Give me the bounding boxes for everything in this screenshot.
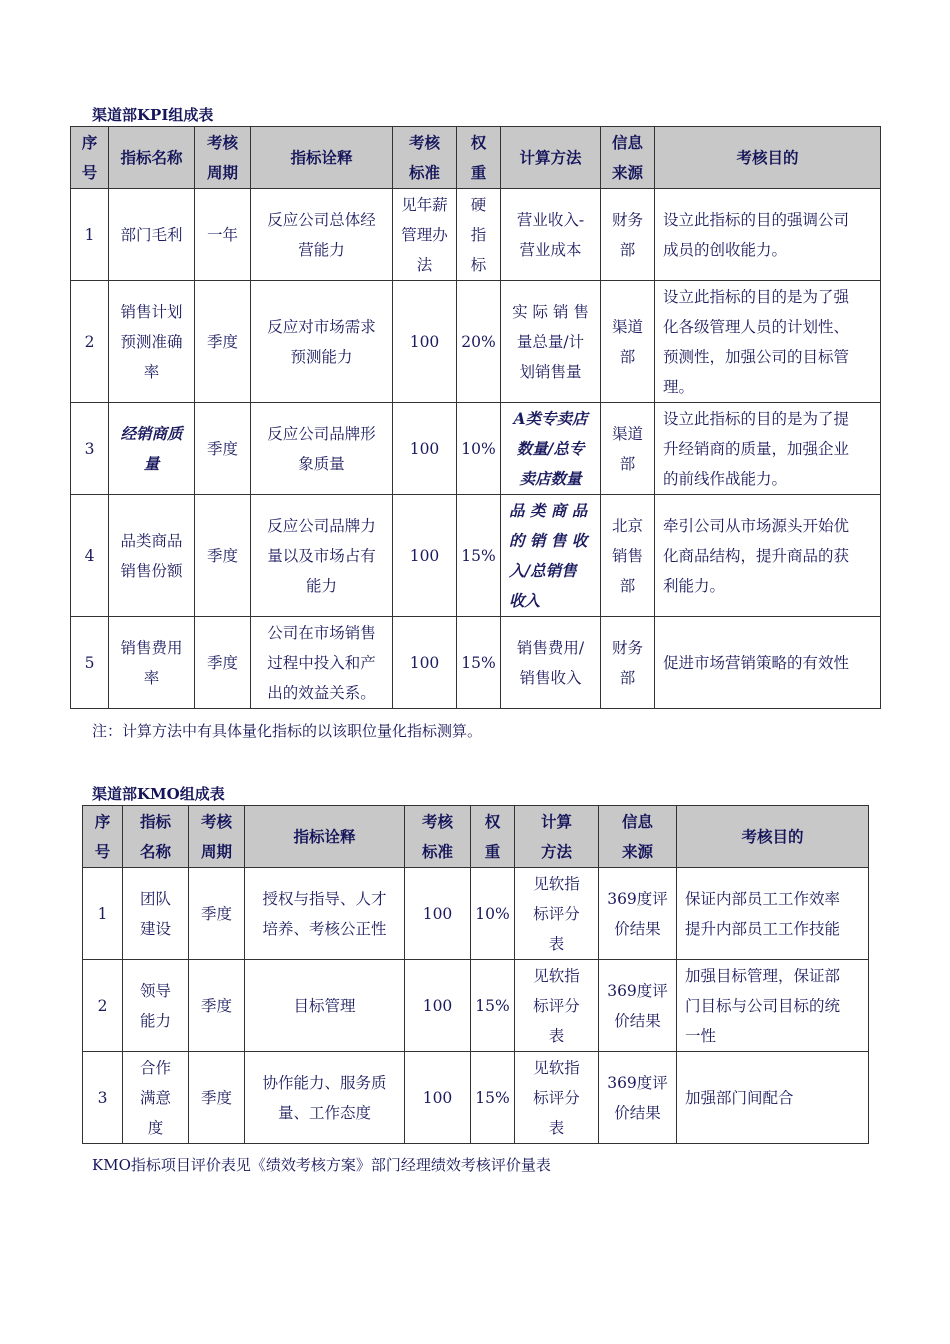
cell-purpose: 保证内部员工工作效率 提升内部员工工作技能 [677,868,869,960]
cell-period: 季度 [195,617,251,709]
kpi-header-method: 计算方法 [501,127,601,189]
kmo-table-caption: 渠道部KMO组成表 [92,785,225,803]
cell-source: 财务 部 [601,617,655,709]
cell-method: 营业收入- 营业成本 [501,189,601,281]
kmo-header-name: 指标 名称 [123,806,189,868]
cell-period: 季度 [195,403,251,495]
cell-method: A类专卖店 数量/总专 卖店数量 [501,403,601,495]
cell-method: 见软指 标评分 表 [515,868,599,960]
kpi-header-description: 指标诠释 [251,127,393,189]
cell-method: 实 际 销 售 量总量/计 划销售量 [501,281,601,403]
kmo-header-seq: 序 号 [83,806,123,868]
cell-method: 见软指 标评分 表 [515,1052,599,1144]
cell-name: 团队 建设 [123,868,189,960]
kmo-note: KMO指标项目评价表见《绩效考核方案》部门经理绩效考核评价量表 [92,1156,551,1174]
cell-weight: 10% [457,403,501,495]
cell-name: 销售费用 率 [109,617,195,709]
cell-period: 季度 [195,281,251,403]
cell-seq: 2 [71,281,109,403]
cell-standard: 100 [393,403,457,495]
cell-name: 领导 能力 [123,960,189,1052]
cell-description: 目标管理 [245,960,405,1052]
kmo-table [82,805,869,1144]
cell-standard: 100 [405,960,471,1052]
cell-weight: 10% [471,868,515,960]
cell-seq: 5 [71,617,109,709]
cell-name: 经销商质 量 [109,403,195,495]
cell-source: 369度评 价结果 [599,960,677,1052]
kmo-header-source: 信息 来源 [599,806,677,868]
cell-description: 反应公司总体经 营能力 [251,189,393,281]
kmo-header-weight: 权 重 [471,806,515,868]
cell-source: 渠道 部 [601,281,655,403]
kmo-header-period: 考核 周期 [189,806,245,868]
kpi-header-name: 指标名称 [109,127,195,189]
kmo-header-row [83,806,869,868]
cell-standard: 100 [405,868,471,960]
kmo-header-standard: 考核 标准 [405,806,471,868]
cell-source: 北京 销售 部 [601,495,655,617]
cell-weight: 15% [471,960,515,1052]
cell-seq: 4 [71,495,109,617]
table-row [71,189,881,281]
cell-source: 369度评 价结果 [599,868,677,960]
cell-purpose: 加强目标管理，保证部 门目标与公司目标的统 一性 [677,960,869,1052]
kmo-header-description: 指标诠释 [245,806,405,868]
cell-purpose: 促进市场营销策略的有效性 [655,617,881,709]
cell-name: 合作 满意 度 [123,1052,189,1144]
kpi-header-row [71,127,881,189]
cell-description: 授权与指导、人才 培养、考核公正性 [245,868,405,960]
cell-seq: 1 [83,868,123,960]
cell-seq: 1 [71,189,109,281]
cell-method: 见软指 标评分 表 [515,960,599,1052]
cell-seq: 3 [71,403,109,495]
cell-weight: 硬 指 标 [457,189,501,281]
kpi-header-purpose: 考核目的 [655,127,881,189]
cell-purpose: 设立此指标的目的强调公司 成员的创收能力。 [655,189,881,281]
kpi-header-standard: 考核 标准 [393,127,457,189]
cell-purpose: 设立此指标的目的是为了强 化各级管理人员的计划性、 预测性，加强公司的目标管 理。 [655,281,881,403]
cell-name: 品类商品 销售份额 [109,495,195,617]
cell-weight: 15% [457,617,501,709]
kmo-header-purpose: 考核目的 [677,806,869,868]
cell-period: 一年 [195,189,251,281]
cell-method: 销售费用/ 销售收入 [501,617,601,709]
table-row [83,1052,869,1144]
cell-seq: 3 [83,1052,123,1144]
cell-purpose: 牵引公司从市场源头开始优 化商品结构，提升商品的获 利能力。 [655,495,881,617]
table-row [71,403,881,495]
cell-weight: 15% [457,495,501,617]
cell-description: 反应公司品牌形 象质量 [251,403,393,495]
kmo-header-method: 计算 方法 [515,806,599,868]
cell-standard: 100 [393,617,457,709]
cell-purpose: 加强部门间配合 [677,1052,869,1144]
cell-standard: 见年薪 管理办 法 [393,189,457,281]
cell-description: 反应对市场需求 预测能力 [251,281,393,403]
kpi-table [70,126,881,709]
cell-period: 季度 [189,960,245,1052]
cell-description: 反应公司品牌力 量以及市场占有 能力 [251,495,393,617]
cell-purpose: 设立此指标的目的是为了提 升经销商的质量，加强企业 的前线作战能力。 [655,403,881,495]
table-row [71,617,881,709]
cell-source: 渠道 部 [601,403,655,495]
kpi-header-weight: 权 重 [457,127,501,189]
cell-standard: 100 [393,281,457,403]
kpi-header-source: 信息 来源 [601,127,655,189]
cell-method: 品 类 商 品 的 销 售 收 入/总销售 收入 [501,495,601,617]
cell-description: 协作能力、服务质 量、工作态度 [245,1052,405,1144]
cell-standard: 100 [393,495,457,617]
cell-weight: 20% [457,281,501,403]
cell-period: 季度 [189,1052,245,1144]
cell-name: 部门毛利 [109,189,195,281]
cell-source: 369度评 价结果 [599,1052,677,1144]
cell-source: 财务 部 [601,189,655,281]
cell-period: 季度 [189,868,245,960]
kpi-table-caption: 渠道部KPI组成表 [92,106,214,124]
cell-weight: 15% [471,1052,515,1144]
cell-seq: 2 [83,960,123,1052]
cell-standard: 100 [405,1052,471,1144]
table-row [71,495,881,617]
table-row [83,868,869,960]
kpi-header-seq: 序 号 [71,127,109,189]
kpi-header-period: 考核 周期 [195,127,251,189]
kpi-note: 注：计算方法中有具体量化指标的以该职位量化指标测算。 [92,722,483,740]
cell-period: 季度 [195,495,251,617]
cell-name: 销售计划 预测准确 率 [109,281,195,403]
cell-description: 公司在市场销售 过程中投入和产 出的效益关系。 [251,617,393,709]
table-row [71,281,881,403]
table-row [83,960,869,1052]
